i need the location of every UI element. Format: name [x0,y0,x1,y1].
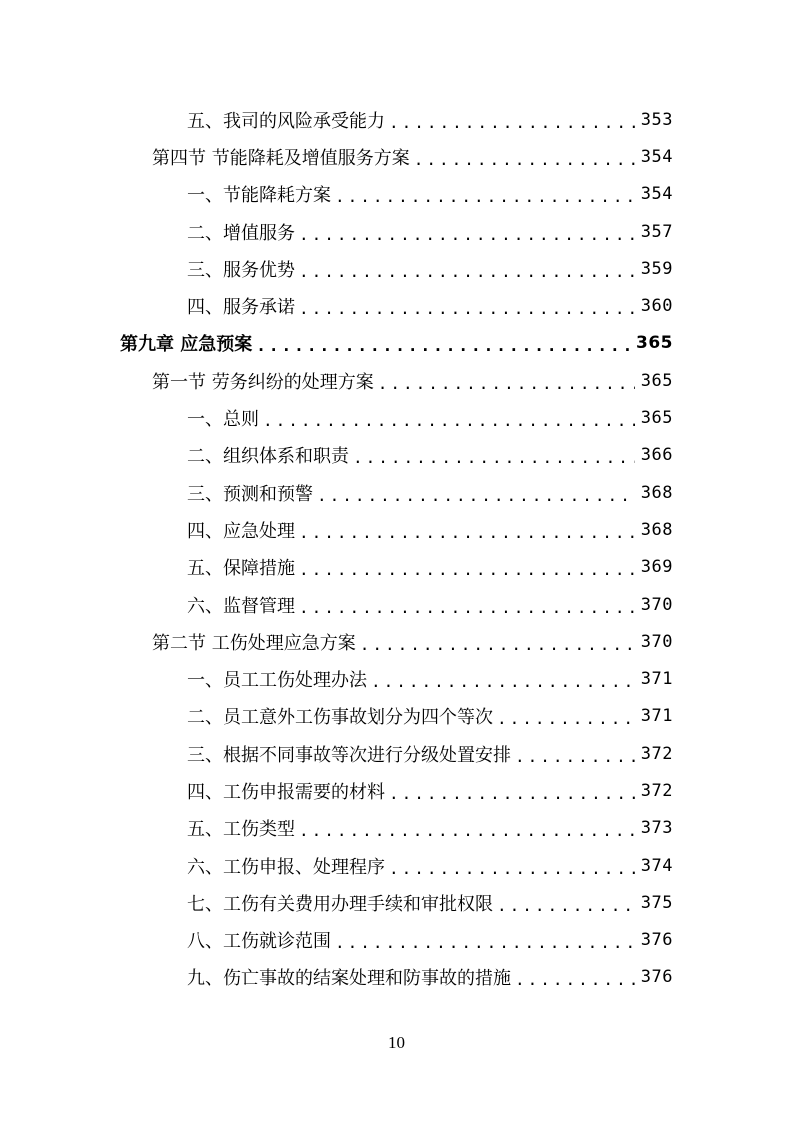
toc-entry-title: 一、节能降耗方案 [187,185,331,207]
toc-entry[interactable] [0,138,793,175]
toc-entry-title: 六、工伤申报、处理程序 [187,856,385,878]
toc-entry-title: 二、员工意外工伤事故划分为四个等次 [187,707,493,729]
toc-entry[interactable] [0,511,793,548]
toc-entry-title: 第九章 应急预案 [120,334,253,356]
toc-entry[interactable] [0,847,793,884]
toc-leader-dots [335,183,635,205]
toc-entry[interactable] [0,176,793,213]
toc-entry-title: 二、增值服务 [187,222,295,244]
toc-entry[interactable] [0,772,793,809]
toc-entry[interactable] [0,250,793,287]
toc-entry-page: 368 [640,519,673,540]
toc-entry-page: 368 [640,482,673,503]
toc-entry-page: 375 [640,892,673,913]
toc-leader-dots [299,594,635,616]
toc-entry-page: 366 [640,445,673,466]
toc-leader-dots [299,519,635,541]
toc-entry-title: 第四节 节能降耗及增值服务方案 [152,147,410,169]
toc-leader-dots [317,482,635,504]
toc-entry[interactable] [0,884,793,921]
toc-entry-title: 一、员工工伤处理办法 [187,670,367,692]
toc-leader-dots [515,743,635,765]
toc-entry-page: 374 [640,855,673,876]
toc-entry-title: 五、保障措施 [187,558,295,580]
toc-entry[interactable] [0,698,793,735]
toc-entry[interactable] [0,101,793,138]
toc-leader-dots [389,109,635,131]
toc-entry-page: 376 [640,967,673,988]
toc-entry-page: 370 [640,631,673,652]
toc-entry-page: 371 [640,706,673,727]
toc-entry-title: 五、我司的风险承受能力 [187,110,385,132]
toc-leader-dots [378,370,635,392]
toc-leader-dots [299,817,635,839]
toc-entry-page: 371 [640,669,673,690]
toc-entry-page: 373 [640,818,673,839]
toc-leader-dots [371,668,635,690]
toc-entry-page: 372 [640,780,673,801]
toc-entry-title: 七、工伤有关费用办理手续和审批权限 [187,893,493,915]
toc-leader-dots [353,444,635,466]
toc-leader-dots [497,705,635,727]
toc-entry-page: 353 [640,109,673,130]
toc-entry-title: 一、总则 [187,409,259,431]
toc-entry-title: 九、伤亡事故的结案处理和防事故的措施 [187,968,511,990]
toc-leader-dots [360,631,635,653]
toc-entry-title: 第一节 劳务纠纷的处理方案 [152,371,374,393]
toc-entry-page: 357 [640,221,673,242]
toc-entry[interactable] [0,922,793,959]
toc-leader-dots [299,295,635,317]
toc-leader-dots [299,556,635,578]
toc-leader-dots [335,929,635,951]
toc-entry-page: 360 [640,296,673,317]
toc-leader-dots [414,146,635,168]
toc-entry-page: 376 [640,930,673,951]
toc-leader-dots [389,780,635,802]
toc-entry-title: 三、根据不同事故等次进行分级处置安排 [187,744,511,766]
toc-entry[interactable] [0,437,793,474]
toc-entry-page: 369 [640,557,673,578]
toc-entry-page: 354 [640,184,673,205]
toc-entry-title: 二、组织体系和职责 [187,446,349,468]
toc-leader-dots [299,221,635,243]
toc-entry-page: 359 [640,258,673,279]
toc-entry[interactable] [0,399,793,436]
toc-entry[interactable] [0,586,793,623]
toc-entry-page: 354 [640,146,673,167]
table-of-contents [0,101,793,996]
toc-entry-title: 五、工伤类型 [187,819,295,841]
toc-entry[interactable] [0,623,793,660]
toc-entry-title: 三、服务优势 [187,259,295,281]
toc-entry-title: 三、预测和预警 [187,483,313,505]
toc-entry-title: 八、工伤就诊范围 [187,931,331,953]
toc-entry[interactable] [0,810,793,847]
toc-entry-title: 四、应急处理 [187,520,295,542]
toc-entry[interactable] [0,362,793,399]
toc-leader-dots [497,892,635,914]
toc-entry[interactable] [0,959,793,996]
toc-entry-title: 四、工伤申报需要的材料 [187,781,385,803]
toc-entry-page: 372 [640,743,673,764]
toc-leader-dots [389,855,635,877]
toc-leader-dots [256,332,630,354]
toc-entry[interactable] [0,213,793,250]
toc-chapter-entry[interactable] [0,325,793,362]
toc-leader-dots [515,966,635,988]
toc-entry[interactable] [0,660,793,697]
page-number: 10 [388,1033,405,1052]
toc-entry-page: 370 [640,594,673,615]
toc-entry-title: 六、监督管理 [187,595,295,617]
toc-entry-title: 第二节 工伤处理应急方案 [152,632,356,654]
toc-entry-page: 365 [640,408,673,429]
toc-entry-page: 365 [640,370,673,391]
toc-leader-dots [299,258,635,280]
toc-entry[interactable] [0,735,793,772]
toc-leader-dots [263,407,635,429]
toc-entry[interactable] [0,287,793,324]
toc-entry[interactable] [0,474,793,511]
toc-entry-page: 365 [636,333,673,354]
toc-entry[interactable] [0,549,793,586]
toc-entry-title: 四、服务承诺 [187,297,295,319]
